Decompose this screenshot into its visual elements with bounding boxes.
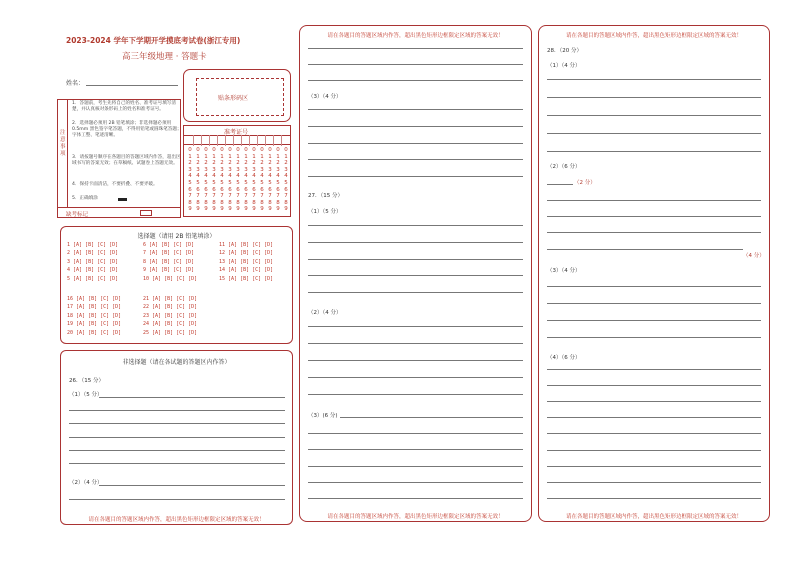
q28-2-label: （2）（6 分） — [547, 164, 581, 170]
digit-bubble[interactable]: 9 — [268, 206, 272, 213]
digit-bubble[interactable]: 4 — [244, 173, 248, 180]
digit-bubble[interactable]: 9 — [212, 206, 216, 213]
answer-line[interactable] — [308, 64, 523, 65]
notice-item-5: 5．正确填涂 — [72, 196, 98, 201]
answer-line[interactable] — [547, 286, 761, 287]
barcode-label: 贴条形码区 — [218, 95, 249, 102]
name-label: 姓名： — [66, 80, 85, 87]
digit-column — [242, 147, 250, 213]
digit-separator — [241, 135, 242, 146]
digit-column — [258, 147, 266, 213]
answer-line[interactable] — [308, 449, 523, 450]
digit-bubble[interactable]: 7 — [204, 193, 208, 200]
answer-line[interactable] — [547, 466, 761, 467]
digit-bubble[interactable]: 4 — [260, 173, 264, 180]
choice-item[interactable]: 16 [A] [B] [C] [D] — [67, 296, 122, 302]
choice-item[interactable]: 9 [A] [B] [C] [D] — [143, 267, 195, 274]
choice-item[interactable]: 18 [A] [B] [C] [D] — [67, 312, 122, 319]
digit-bubble[interactable]: 7 — [220, 193, 224, 200]
answer-line[interactable] — [547, 482, 761, 483]
choice-item[interactable]: 17 [A] [B] [C] [D] — [67, 304, 122, 311]
answer-line[interactable] — [69, 499, 285, 500]
q27-label: 27．（15 分） — [308, 193, 343, 199]
digit-bubble[interactable]: 8 — [228, 199, 232, 206]
digit-column — [234, 147, 242, 213]
digit-bubble[interactable]: 2 — [196, 160, 200, 167]
digit-bubble[interactable]: 2 — [236, 160, 240, 167]
q26-3-label: （3）（4 分） — [308, 94, 342, 100]
notice-item-4: 4．保持卡面清洁，不要折叠、不要弄破。 — [72, 182, 158, 187]
digit-separator — [273, 135, 274, 146]
digit-bubble[interactable]: 4 — [212, 173, 216, 180]
digit-bubble[interactable]: 6 — [220, 186, 224, 193]
digit-separator — [217, 135, 218, 146]
digit-bubble[interactable]: 3 — [204, 166, 208, 173]
digit-bubble[interactable]: 8 — [260, 199, 264, 206]
digit-bubble[interactable]: 6 — [196, 186, 200, 193]
digit-bubble[interactable]: 8 — [188, 199, 192, 206]
exam-subtitle: 高三年级地理 · 答题卡 — [122, 52, 207, 62]
answer-line[interactable] — [308, 48, 523, 49]
digit-bubble[interactable]: 1 — [268, 153, 272, 160]
digit-bubble[interactable]: 0 — [196, 147, 200, 153]
digit-bubble[interactable]: 3 — [196, 166, 200, 173]
answer-line[interactable] — [69, 450, 285, 451]
choice-item[interactable]: 22 [A] [B] [C] [D] — [143, 304, 198, 311]
digit-bubble[interactable]: 6 — [268, 186, 272, 193]
answer-line[interactable] — [340, 417, 523, 418]
digit-bubble[interactable]: 7 — [196, 193, 200, 200]
answer-line[interactable] — [547, 79, 761, 80]
digit-bubble[interactable]: 8 — [236, 199, 240, 206]
digit-bubble[interactable]: 8 — [268, 199, 272, 206]
digit-bubble[interactable]: 9 — [196, 206, 200, 213]
answer-line[interactable] — [308, 377, 523, 378]
absent-box — [57, 208, 181, 218]
digit-bubble[interactable]: 5 — [212, 179, 216, 186]
digit-bubble[interactable]: 3 — [276, 166, 280, 173]
answer-line[interactable] — [99, 397, 285, 398]
digit-bubble[interactable]: 5 — [268, 179, 272, 186]
digit-bubble[interactable]: 6 — [244, 186, 248, 193]
absent-label: 缺考标记 — [66, 212, 89, 218]
digit-bubble[interactable]: 8 — [244, 199, 248, 206]
digit-column — [250, 147, 258, 213]
answer-line[interactable] — [547, 450, 761, 451]
answer-line[interactable] — [547, 133, 761, 134]
digit-bubble[interactable]: 2 — [268, 160, 272, 167]
choice-item[interactable]: 11 [A] [B] [C] [D] — [219, 242, 274, 248]
digit-bubble[interactable]: 7 — [284, 193, 288, 200]
digit-bubble[interactable]: 6 — [188, 186, 192, 193]
digit-bubble[interactable]: 1 — [212, 153, 216, 160]
answer-line[interactable] — [69, 437, 285, 438]
digit-bubble[interactable]: 4 — [252, 173, 256, 180]
answer-line[interactable] — [308, 292, 523, 293]
answer-line[interactable] — [308, 126, 523, 127]
digit-bubble[interactable]: 3 — [252, 166, 256, 173]
q27-3-label: （3）(6 分) — [308, 413, 338, 419]
digit-bubble[interactable]: 7 — [244, 193, 248, 200]
digit-bubble[interactable]: 6 — [228, 186, 232, 193]
digit-bubble[interactable]: 9 — [188, 206, 192, 213]
digit-bubble[interactable]: 0 — [188, 147, 192, 153]
digit-bubble[interactable]: 5 — [188, 179, 192, 186]
digit-bubble[interactable]: 4 — [220, 173, 224, 180]
choice-item[interactable]: 7 [A] [B] [C] [D] — [143, 250, 195, 257]
q26-1-label: （1）（5 分） — [69, 392, 103, 398]
digit-column — [194, 147, 202, 213]
answer-line[interactable] — [308, 343, 523, 344]
answer-line[interactable] — [547, 97, 761, 98]
exam-number-box — [183, 125, 291, 217]
answer-line[interactable] — [547, 216, 761, 217]
digit-bubble[interactable]: 5 — [236, 179, 240, 186]
digit-bubble[interactable]: 7 — [260, 193, 264, 200]
digit-bubble[interactable]: 5 — [276, 179, 280, 186]
answer-line[interactable] — [547, 151, 761, 152]
digit-column — [274, 147, 282, 213]
digit-bubble[interactable]: 2 — [188, 160, 192, 167]
digit-bubble[interactable]: 9 — [204, 206, 208, 213]
digit-bubble[interactable]: 6 — [212, 186, 216, 193]
choice-item[interactable]: 5 [A] [B] [C] [D] — [67, 275, 119, 282]
digit-bubble[interactable]: 1 — [244, 153, 248, 160]
notice-heading — [58, 100, 68, 207]
answer-line[interactable] — [547, 200, 761, 201]
digit-bubble[interactable]: 2 — [212, 160, 216, 167]
digit-bubble[interactable]: 1 — [260, 153, 264, 160]
answer-line[interactable] — [308, 466, 523, 467]
digit-bubble[interactable]: 0 — [204, 147, 208, 153]
notice-item-3: 3．请按题号顺序在各题目的答题区域内作答，超出区域书写的答案无效；在草稿纸、试题卷上答题无效。 — [72, 155, 181, 166]
answer-line[interactable] — [547, 337, 761, 338]
answer-line[interactable] — [547, 249, 743, 250]
answer-line[interactable] — [547, 320, 761, 321]
digit-bubble[interactable]: 6 — [236, 186, 240, 193]
answer-line[interactable] — [308, 482, 523, 483]
choice-item[interactable]: 13 [A] [B] [C] [D] — [219, 258, 274, 265]
choice-item[interactable]: 8 [A] [B] [C] [D] — [143, 258, 195, 265]
answer-line[interactable] — [69, 463, 285, 464]
digit-bubble[interactable]: 8 — [204, 199, 208, 206]
choice-item[interactable]: 24 [A] [B] [C] [D] — [143, 321, 198, 328]
digit-bubble[interactable]: 8 — [220, 199, 224, 206]
digit-bubble[interactable]: 6 — [204, 186, 208, 193]
right-panel — [538, 25, 770, 522]
digit-bubble[interactable]: 2 — [276, 160, 280, 167]
name-field[interactable] — [86, 85, 178, 86]
choice-item[interactable]: 12 [A] [B] [C] [D] — [219, 250, 274, 257]
digit-bubble[interactable]: 3 — [244, 166, 248, 173]
digit-bubble[interactable]: 9 — [236, 206, 240, 213]
digit-bubble[interactable]: 2 — [284, 160, 288, 167]
answer-line[interactable] — [308, 259, 523, 260]
digit-bubble[interactable]: 8 — [196, 199, 200, 206]
fill-sample-icon — [118, 198, 127, 201]
digit-separator — [209, 135, 210, 146]
answer-line[interactable] — [308, 498, 523, 499]
digit-bubble[interactable]: 5 — [252, 179, 256, 186]
digit-bubble[interactable]: 0 — [236, 147, 240, 153]
digit-bubble[interactable]: 9 — [228, 206, 232, 213]
digit-bubble[interactable]: 2 — [244, 160, 248, 167]
digit-grid — [186, 147, 290, 215]
footer-hint-right: 请在各题目的答题区域内作答，超出黑色矩形边框限定区域的答案无效！ — [565, 514, 742, 520]
q28-3-label: （3）（4 分） — [547, 268, 581, 274]
digit-separator — [281, 135, 282, 146]
choice-item[interactable]: 4 [A] [B] [C] [D] — [67, 267, 119, 274]
digit-bubble[interactable]: 4 — [196, 173, 200, 180]
middle-panel — [299, 25, 532, 522]
digit-bubble[interactable]: 7 — [228, 193, 232, 200]
nonchoice-box — [60, 350, 293, 525]
digit-bubble[interactable]: 5 — [204, 179, 208, 186]
digit-bubble[interactable]: 7 — [236, 193, 240, 200]
digit-bubble[interactable]: 7 — [276, 193, 280, 200]
digit-column — [202, 147, 210, 213]
digit-bubble[interactable]: 5 — [220, 179, 224, 186]
digit-bubble[interactable]: 0 — [212, 147, 216, 153]
digit-bubble[interactable]: 2 — [204, 160, 208, 167]
header-hint-right: 请在各题目的答题区域内作答，超出黑色矩形边框限定区域的答案无效！ — [565, 33, 742, 39]
answer-line[interactable] — [547, 184, 573, 185]
choice-item[interactable]: 25 [A] [B] [C] [D] — [143, 329, 198, 336]
digit-bubble[interactable]: 0 — [284, 147, 288, 153]
digit-column — [226, 147, 234, 213]
answer-line[interactable] — [547, 232, 761, 233]
digit-bubble[interactable]: 0 — [276, 147, 280, 153]
choice-item[interactable]: 19 [A] [B] [C] [D] — [67, 321, 122, 328]
choice-item[interactable]: 23 [A] [B] [C] [D] — [143, 312, 198, 319]
digit-bubble[interactable]: 7 — [252, 193, 256, 200]
notice-item-1: 1．答题前，考生先将自己的姓名、准考证号填写清楚，并认真核对条形码上的姓名和准考证号。 — [72, 101, 176, 112]
answer-line[interactable] — [547, 303, 761, 304]
exam-number-label: 准考证号 — [224, 129, 249, 136]
digit-column — [218, 147, 226, 213]
digit-bubble[interactable]: 3 — [228, 166, 232, 173]
digit-bubble[interactable]: 5 — [260, 179, 264, 186]
answer-line[interactable] — [547, 498, 761, 499]
choice-item[interactable]: 10 [A] [B] [C] [D] — [143, 275, 198, 282]
digit-bubble[interactable]: 1 — [196, 153, 200, 160]
q27-2-label: （2）（4 分） — [308, 310, 342, 316]
digit-bubble[interactable]: 9 — [220, 206, 224, 213]
digit-column — [186, 147, 194, 213]
choice-item[interactable]: 21 [A] [B] [C] [D] — [143, 296, 198, 302]
answer-line[interactable] — [308, 326, 523, 327]
digit-column — [282, 147, 290, 213]
digit-bubble[interactable]: 5 — [196, 179, 200, 186]
digit-bubble[interactable]: 3 — [260, 166, 264, 173]
digit-bubble[interactable]: 1 — [276, 153, 280, 160]
choice-rows — [67, 242, 287, 342]
absent-checkbox[interactable] — [140, 210, 152, 216]
choice-item[interactable]: 15 [A] [B] [C] [D] — [219, 275, 274, 282]
answer-line[interactable] — [308, 242, 523, 243]
answer-line[interactable] — [308, 394, 523, 395]
nonchoice-title: 非选择题（请在各试题的答题区内作答） — [122, 359, 231, 366]
digit-bubble[interactable]: 3 — [188, 166, 192, 173]
digit-bubble[interactable]: 4 — [188, 173, 192, 180]
answer-line[interactable] — [308, 225, 523, 226]
digit-bubble[interactable]: 2 — [260, 160, 264, 167]
digit-column — [266, 147, 274, 213]
digit-separator — [249, 135, 250, 146]
digit-bubble[interactable]: 0 — [260, 147, 264, 153]
digit-bubble[interactable]: 3 — [284, 166, 288, 173]
digit-bubble[interactable]: 1 — [188, 153, 192, 160]
q26-label: 26．（15 分） — [69, 378, 104, 384]
digit-bubble[interactable]: 3 — [268, 166, 272, 173]
q27-1-label: （1）（5 分） — [308, 209, 342, 215]
answer-line[interactable] — [547, 433, 761, 434]
digit-bubble[interactable]: 8 — [252, 199, 256, 206]
answer-line[interactable] — [308, 159, 523, 160]
digit-bubble[interactable]: 4 — [236, 173, 240, 180]
digit-bubble[interactable]: 1 — [204, 153, 208, 160]
q28-label: 28．（20 分） — [547, 48, 582, 54]
digit-bubble[interactable]: 4 — [204, 173, 208, 180]
answer-line[interactable] — [69, 410, 285, 411]
digit-bubble[interactable]: 8 — [284, 199, 288, 206]
digit-bubble[interactable]: 3 — [212, 166, 216, 173]
digit-separator — [193, 135, 194, 146]
choice-item[interactable]: 2 [A] [B] [C] [D] — [67, 250, 119, 257]
digit-bubble[interactable]: 1 — [228, 153, 232, 160]
digit-bubble[interactable]: 6 — [260, 186, 264, 193]
digit-bubble[interactable]: 0 — [252, 147, 256, 153]
digit-bubble[interactable]: 3 — [220, 166, 224, 173]
digit-bubble[interactable]: 0 — [244, 147, 248, 153]
digit-bubble[interactable]: 6 — [276, 186, 280, 193]
digit-bubble[interactable]: 2 — [220, 160, 224, 167]
digit-bubble[interactable]: 0 — [228, 147, 232, 153]
choice-item[interactable]: 3 [A] [B] [C] [D] — [67, 258, 119, 265]
answer-line[interactable] — [308, 80, 523, 81]
answer-line[interactable] — [308, 360, 523, 361]
digit-bubble[interactable]: 7 — [188, 193, 192, 200]
digit-separator — [257, 135, 258, 146]
digit-bubble[interactable]: 8 — [212, 199, 216, 206]
choice-title: 选择题（请用 2B 铅笔填涂） — [137, 233, 216, 240]
notice-box — [57, 99, 181, 208]
q28-1-label: （1）（4 分） — [547, 63, 581, 69]
footer-hint-middle: 请在各题目的答题区域内作答，超出黑色矩形边框限定区域的答案无效！ — [327, 514, 504, 520]
notice-item-2: 2．选择题必须用 2B 铅笔填涂；非选择题必须用 0.5mm 黑色签字笔答题，不得用铅笔或圆珠笔答题；字体工整、笔迹清晰。 — [72, 121, 182, 138]
digit-bubble[interactable]: 4 — [268, 173, 272, 180]
digit-bubble[interactable]: 5 — [284, 179, 288, 186]
answer-line[interactable] — [99, 485, 285, 486]
digit-bubble[interactable]: 9 — [276, 206, 280, 213]
answer-line[interactable] — [308, 143, 523, 144]
digit-separator — [233, 135, 234, 146]
choice-box — [60, 226, 293, 344]
digit-bubble[interactable]: 9 — [244, 206, 248, 213]
choice-item[interactable]: 1 [A] [B] [C] [D] — [67, 242, 119, 248]
digit-bubble[interactable]: 0 — [268, 147, 272, 153]
digit-bubble[interactable]: 4 — [228, 173, 232, 180]
answer-line[interactable] — [547, 401, 761, 402]
digit-bubble[interactable]: 4 — [276, 173, 280, 180]
digit-bubble[interactable]: 8 — [276, 199, 280, 206]
digit-bubble[interactable]: 6 — [252, 186, 256, 193]
digit-bubble[interactable]: 5 — [244, 179, 248, 186]
choice-item[interactable]: 6 [A] [B] [C] [D] — [143, 242, 195, 248]
digit-bubble[interactable]: 4 — [284, 173, 288, 180]
choice-item[interactable]: 14 [A] [B] [C] [D] — [219, 267, 274, 274]
answer-line[interactable] — [547, 369, 761, 370]
exam-title: 2023-2024 学年下学期开学摸底考试卷(浙江专用) — [66, 36, 241, 45]
digit-bubble[interactable]: 2 — [252, 160, 256, 167]
footer-hint-left: 请在各题目的答题区域内作答，超出黑色矩形边框限定区域的答案无效！ — [88, 517, 265, 523]
digit-bubble[interactable]: 0 — [220, 147, 224, 153]
digit-bubble[interactable]: 6 — [284, 186, 288, 193]
digit-bubble[interactable]: 5 — [228, 179, 232, 186]
digit-separator — [201, 135, 202, 146]
digit-bubble[interactable]: 1 — [220, 153, 224, 160]
answer-line[interactable] — [308, 176, 523, 177]
digit-bubble[interactable]: 1 — [284, 153, 288, 160]
digit-bubble[interactable]: 7 — [212, 193, 216, 200]
digit-separator — [265, 135, 266, 146]
digit-column — [210, 147, 218, 213]
digit-separator — [225, 135, 226, 146]
header-hint-middle: 请在各题目的答题区域内作答，超出黑色矩形边框限定区域的答案无效！ — [327, 33, 504, 39]
answer-line[interactable] — [547, 385, 761, 386]
digit-bubble[interactable]: 3 — [236, 166, 240, 173]
choice-item[interactable]: 20 [A] [B] [C] [D] — [67, 329, 122, 336]
exam-number-write-row[interactable] — [184, 135, 290, 145]
digit-bubble[interactable]: 9 — [260, 206, 264, 213]
answer-line[interactable] — [308, 275, 523, 276]
answer-line[interactable] — [547, 417, 761, 418]
digit-bubble[interactable]: 7 — [268, 193, 272, 200]
q28-4-label: （4）（6 分） — [547, 355, 581, 361]
q26-2-label: （2）（4 分） — [69, 480, 103, 486]
digit-bubble[interactable]: 1 — [252, 153, 256, 160]
digit-bubble[interactable]: 9 — [252, 206, 256, 213]
digit-bubble[interactable]: 2 — [228, 160, 232, 167]
q28-2-inline-score: （2 分） — [574, 180, 596, 186]
notice-heading-text: 注意事项 — [60, 130, 66, 157]
answer-line[interactable] — [308, 433, 523, 434]
answer-line[interactable] — [308, 109, 523, 110]
answer-line[interactable] — [69, 423, 285, 424]
barcode-box — [183, 69, 291, 122]
q28-2-end-score: （4 分） — [743, 253, 765, 259]
digit-bubble[interactable]: 1 — [236, 153, 240, 160]
answer-line[interactable] — [547, 115, 761, 116]
digit-bubble[interactable]: 9 — [284, 206, 288, 213]
